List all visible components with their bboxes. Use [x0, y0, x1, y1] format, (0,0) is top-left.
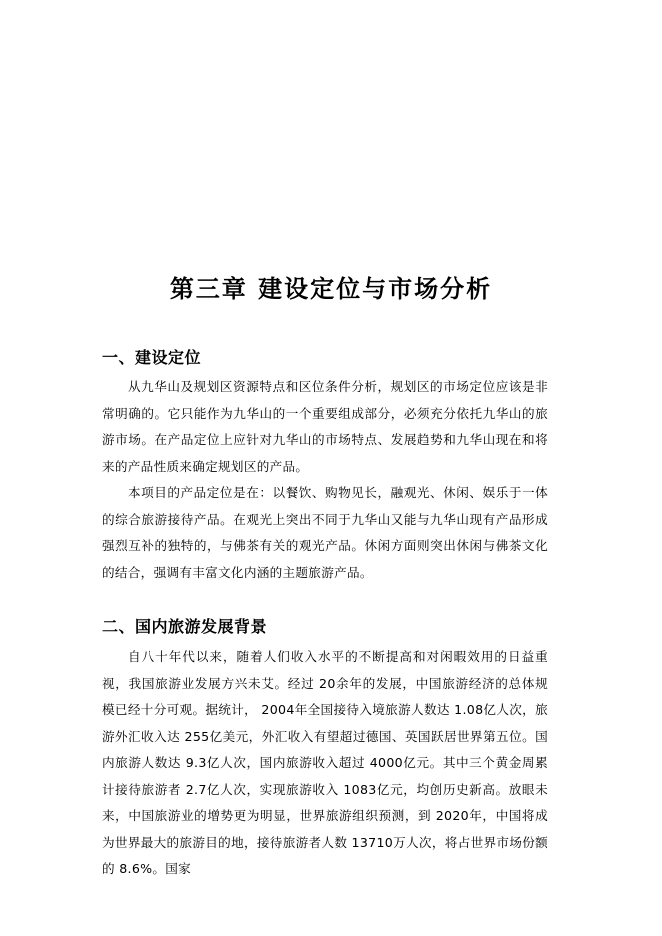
paragraph: 自八十年代以来，随着人们收入水平的不断提高和对闲暇效用的日益重视，我国旅游业发展方兴未艾。经过 20余年的发展，中国旅游经济的总体规模已经十分可观。据统计， 2004年全国接待入境旅游人数达 1.08亿人次，旅游外汇收入达 255亿美元，外汇收入有望超过德国、英国跃居世界第五位。国内旅游人数达 9.3亿人次，国内旅游收入超过 4000亿元。其中三个黄金周累计接待旅游者 2.7亿人次，实现旅游收入 1083亿元，均创历史新高。放眼未来，中国旅游业的增势更为明显，世界旅游组织预测，到 2020年，中国将成为世界最大的旅游目的地，接待旅游者人数 13710万人次，将占世界市场份额的 8.6%。国家: [102, 649, 548, 876]
paragraph: 本项目的产品定位是在：以餐饮、购物见长，融观光、休闲、娱乐于一体的综合旅游接待产品。在观光上突出不同于九华山又能与九华山现有产品形成强烈互补的独特的，与佛茶有关的观光产品。休闲方面则突出休闲与佛茶文化的结合，强调有丰富文化内涵的主题旅游产品。: [102, 485, 548, 580]
section-heading-domestic-tourism: 二、国内旅游发展背景: [102, 617, 268, 636]
section-heading-positioning: 一、建设定位: [102, 348, 202, 367]
paragraph: 从九华山及规划区资源特点和区位条件分析，规划区的市场定位应该是非常明确的。它只能作为九华山的一个重要组成部分，必须充分依托九华山的旅游市场。在产品定位上应针对九华山的市场特点、发展趋势和九华山现在和将来的产品性质来确定规划区的产品。: [102, 379, 548, 474]
chapter-title: 第三章 建设定位与市场分析: [169, 274, 493, 303]
